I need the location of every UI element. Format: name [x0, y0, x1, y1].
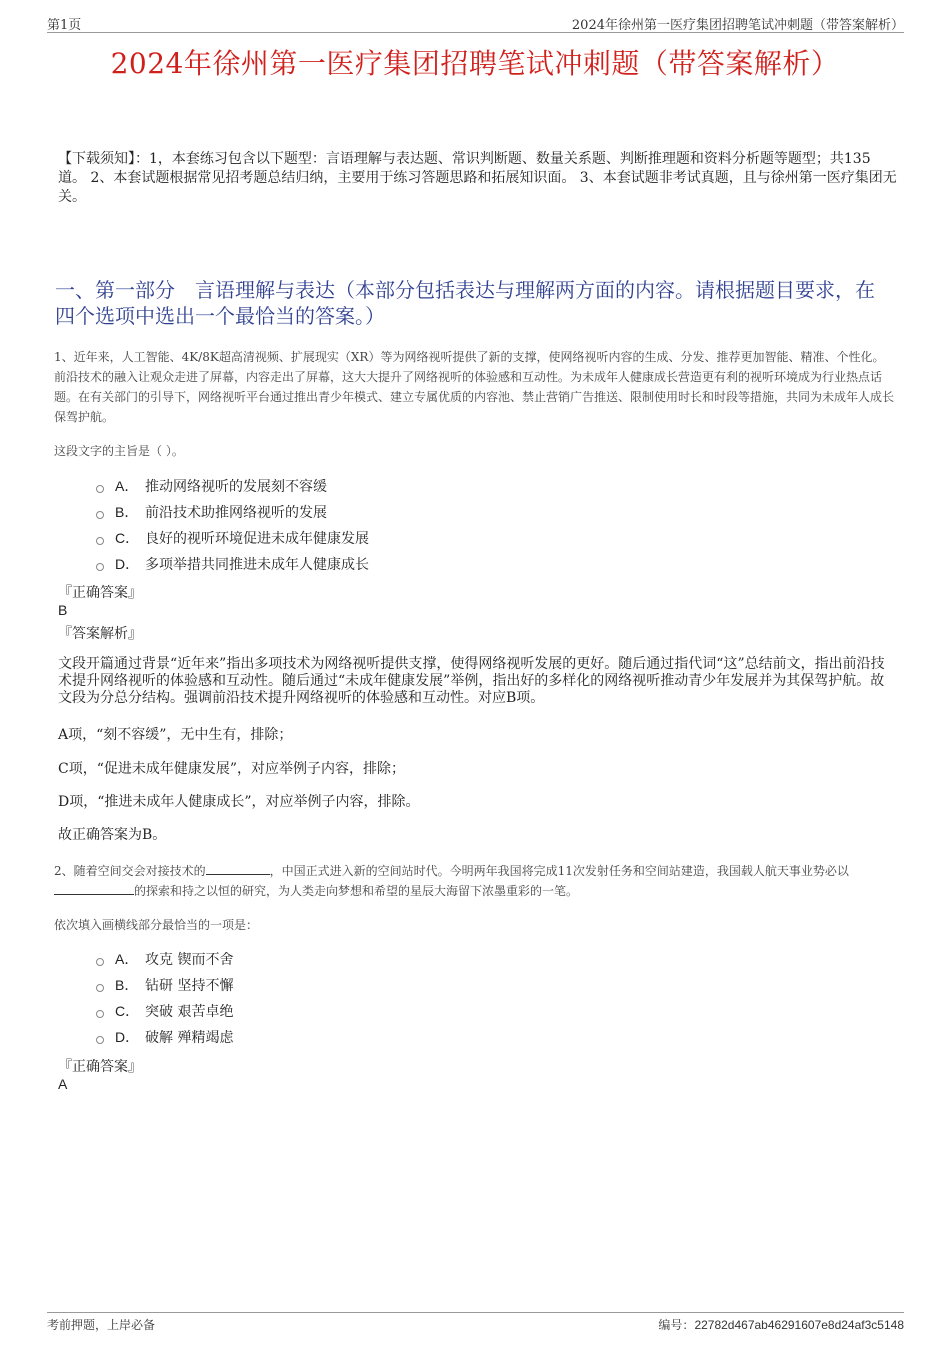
footer-code-value: 22782d467ab46291607e8d24af3c5148	[694, 1318, 904, 1332]
analysis-paragraph: 故正确答案为B。	[58, 827, 167, 843]
option-text: 良好的视听环境促进未成年健康发展	[145, 531, 369, 547]
page-footer	[47, 1312, 904, 1335]
option-d[interactable]	[96, 551, 369, 577]
header-doc-title: 2024年徐州第一医疗集团招聘笔试冲刺题（带答案解析）	[571, 18, 904, 33]
option-letter: D．	[115, 1029, 140, 1045]
option-text: 突破 艰苦卓绝	[145, 1004, 234, 1020]
option-text: 破解 殚精竭虑	[145, 1030, 234, 1046]
option-letter: B．	[115, 977, 139, 993]
question-2-part: ，中国正式进入新的空间站时代。今明两年我国将完成11次发射任务和空间站建造，我国载人航天事业势必以	[269, 864, 849, 878]
footer-slogan: 考前押题，上岸必备	[47, 1318, 156, 1332]
option-letter: D．	[115, 556, 140, 572]
radio-icon[interactable]	[96, 485, 104, 493]
option-a[interactable]	[96, 473, 369, 499]
option-letter: C．	[115, 1003, 140, 1019]
option-b[interactable]	[96, 499, 369, 525]
question-2-part: 2、随着空间交会对接技术的	[54, 864, 206, 878]
option-d[interactable]	[96, 1024, 233, 1050]
question-2-part: 的探索和持之以恒的研究，为人类走向梦想和希望的星辰大海留下浓墨重彩的一笔。	[134, 884, 579, 898]
analysis-paragraph: C项，“促进未成年健康发展”，对应举例子内容，排除；	[58, 761, 406, 777]
option-letter: A．	[115, 951, 139, 967]
footer-code-label: 编号：	[658, 1318, 695, 1332]
option-b[interactable]	[96, 972, 233, 998]
option-letter: C．	[115, 530, 140, 546]
analysis-paragraph: 文段开篇通过背景“近年来”指出多项技术为网络视听提供支撑，使得网络视听发展的更好。随后通过指代词“这”总结前文，指出前沿技术提升网络视听的体验感和互动性。随后通过“未成年健康发展”举例，指出好的多样化的网络视听推动青少年发展并为其保驾护航。故文段为分总分结构。强调前沿技术提升网络视听的体验感和互动性。对应B项。	[58, 656, 885, 706]
download-notice: 【下载须知】：1，本套练习包含以下题型：言语理解与表达题、常识判断题、数量关系题、判断推理题和资料分析题等题型；共135道。 2、本套试题根据常见招考题总结归纳，主要用于练习答题思路和拓展知识面。 3、本套试题非考试真题，且与徐州第一医疗集团无关。	[58, 151, 897, 205]
option-c[interactable]	[96, 998, 233, 1024]
page-number: 第1页	[47, 18, 82, 33]
analysis-label: 『答案解析』	[58, 626, 142, 642]
page-header	[47, 12, 904, 33]
question-1-options	[96, 473, 369, 577]
option-a[interactable]	[96, 946, 233, 972]
radio-icon[interactable]	[96, 537, 104, 545]
question-2-options	[96, 946, 233, 1050]
answer-label: 『正确答案』	[58, 1059, 142, 1075]
fill-blank	[54, 882, 134, 895]
document-title: 2024年徐州第一医疗集团招聘笔试冲刺题（带答案解析）	[110, 47, 840, 80]
footer-code	[658, 1316, 904, 1333]
option-text: 钻研 坚持不懈	[145, 978, 234, 994]
question-1-prompt: 这段文字的主旨是（ ）。	[54, 444, 184, 458]
option-text: 多项举措共同推进未成年人健康成长	[145, 557, 369, 573]
radio-icon[interactable]	[96, 511, 104, 519]
option-c[interactable]	[96, 525, 369, 551]
question-2-text	[54, 861, 900, 901]
answer-value: A	[58, 1076, 68, 1092]
question-1-text: 1、近年来，人工智能、4K/8K超高清视频、扩展现实（XR）等为网络视听提供了新的支撑，使网络视听内容的生成、分发、推荐更加智能、精准、个性化。前沿技术的融入让观众走进了屏幕，内容走出了屏幕，这大大提升了网络视听的体验感和互动性。为未成年人健康成长营造更有利的视听环境成为行业热点话题。在有关部门的引导下，网络视听平台通过推出青少年模式、建立专属优质的内容池、禁止营销广告推送、限制使用时长和时段等措施，共同为未成年人成长保驾护航。	[54, 350, 895, 424]
radio-icon[interactable]	[96, 1036, 104, 1044]
option-text: 前沿技术助推网络视听的发展	[145, 505, 327, 521]
radio-icon[interactable]	[96, 1010, 104, 1018]
option-letter: B．	[115, 504, 139, 520]
radio-icon[interactable]	[96, 984, 104, 992]
option-letter: A．	[115, 478, 139, 494]
fill-blank	[206, 862, 270, 875]
option-text: 攻克 锲而不舍	[145, 952, 234, 968]
radio-icon[interactable]	[96, 563, 104, 571]
analysis-paragraph: D项，“推进未成年人健康成长”，对应举例子内容，排除。	[58, 794, 420, 810]
section-heading: 一、第一部分 言语理解与表达（本部分包括表达与理解两方面的内容。请根据题目要求，在四个选项中选出一个最恰当的答案。）	[55, 278, 875, 328]
answer-label: 『正确答案』	[58, 585, 142, 601]
radio-icon[interactable]	[96, 958, 104, 966]
question-2-prompt: 依次填入画横线部分最恰当的一项是：	[54, 918, 259, 932]
analysis-paragraph: A项，“刻不容缓”，无中生有，排除；	[58, 727, 293, 743]
answer-value: B	[58, 602, 68, 618]
option-text: 推动网络视听的发展刻不容缓	[145, 479, 327, 495]
